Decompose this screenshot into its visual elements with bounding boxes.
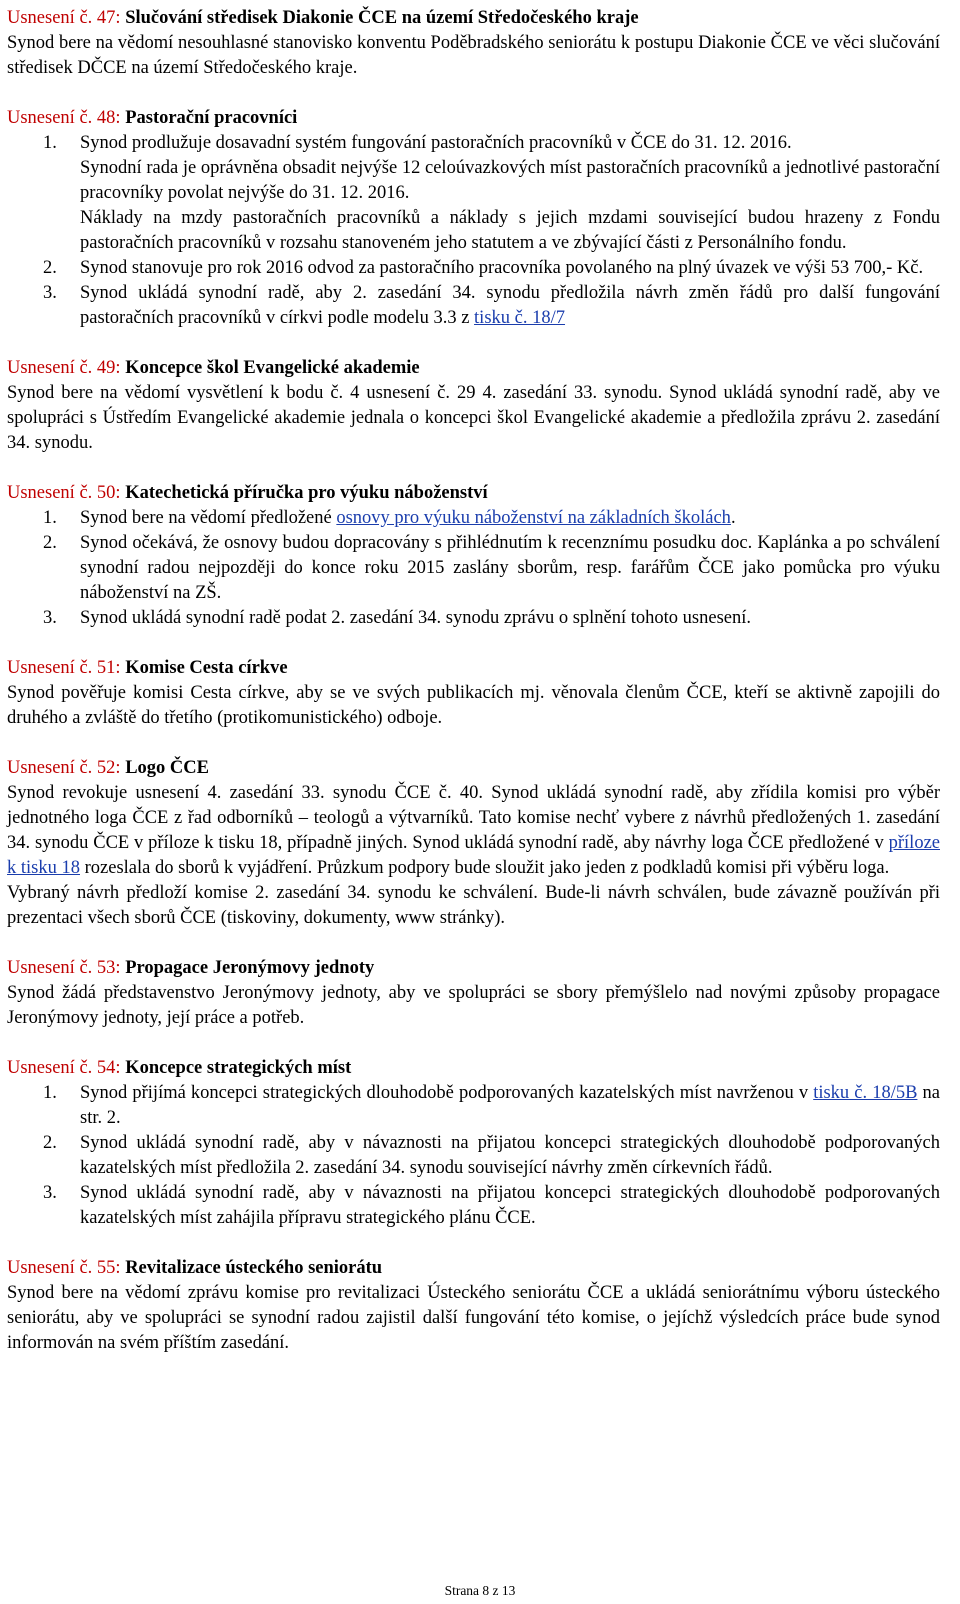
resolution-48 bbox=[7, 106, 940, 331]
resolution-text: Synod bere na vědomí zprávu komise pro revitalizaci Ústeckého seniorátu ČCE a ukládá seniorátnímu výboru ústeckého seniorátu, aby ve spolupráci se synodní radou zajistil další fungování této komise, o jejíchž výsledcích práce bude synod informován na svém příštím zasedání. bbox=[7, 1283, 940, 1353]
resolution-heading bbox=[7, 356, 940, 381]
item-text: Synod ukládá synodní radě podat 2. zasedání 34. synodu zprávu o splnění tohoto usnesení. bbox=[80, 608, 752, 628]
item-text: Synod ukládá synodní radě, aby v návaznosti na přijatou koncepci strategických dlouhodobě podporovaných kazatelských míst zahájila přípravu strategického plánu ČCE. bbox=[80, 1183, 940, 1228]
item-text: Synod ukládá synodní radě, aby v návaznosti na přijatou koncepci strategických dlouhodobě podporovaných kazatelských míst předložila 2. zasedání 34. synodu související návrhy změn církevních řádů. bbox=[80, 1133, 940, 1178]
item-number: 3. bbox=[43, 283, 57, 303]
document-link-tisk-18-7[interactable]: tisku č. 18/7 bbox=[474, 308, 566, 328]
resolution-54 bbox=[7, 1056, 940, 1231]
resolution-heading bbox=[7, 1256, 940, 1281]
resolution-53 bbox=[7, 956, 940, 1031]
resolution-title: Komise Cesta církve bbox=[125, 658, 288, 678]
document-link-osnovy[interactable]: osnovy pro výuku náboženství na základních školách bbox=[336, 508, 731, 528]
resolution-item bbox=[7, 506, 940, 531]
resolution-heading bbox=[7, 481, 940, 506]
resolution-items bbox=[7, 1081, 940, 1231]
item-text: Náklady na mzdy pastoračních pracovníků a náklady s jejich mzdami související budou hrazeny z Fondu pastoračních pracovníků v rozsahu stanoveném jeho statutem a ve zbývající části z Personálního fondu. bbox=[80, 208, 940, 253]
resolution-number: Usnesení č. 51: bbox=[7, 658, 121, 678]
resolution-title: Koncepce škol Evangelické akademie bbox=[125, 358, 420, 378]
item-text-before: Synod bere na vědomí předložené bbox=[80, 508, 337, 528]
item-text-before: Synod přijímá koncepci strategických dlouhodobě podporovaných kazatelských míst navrženou v bbox=[80, 1083, 814, 1103]
resolution-text: Synod žádá představenstvo Jeronýmovy jednoty, aby ve spolupráci se sbory přemýšlelo nad novými způsoby propagace Jeronýmovy jednoty, její práce a potřeb. bbox=[7, 983, 940, 1028]
item-number: 2. bbox=[43, 1133, 57, 1153]
resolution-number: Usnesení č. 55: bbox=[7, 1258, 121, 1278]
resolution-49 bbox=[7, 356, 940, 456]
resolution-title: Pastorační pracovníci bbox=[125, 108, 298, 128]
resolution-number: Usnesení č. 47: bbox=[7, 8, 121, 28]
resolution-item bbox=[7, 606, 940, 631]
resolution-title: Koncepce strategických míst bbox=[125, 1058, 352, 1078]
resolution-51 bbox=[7, 656, 940, 731]
item-text: Synod očekává, že osnovy budou dopracovány s přihlédnutím k recenznímu posudku doc. Kaplánka a po schválení synodní radou nejpozději do konce roku 2015 zaslány sborům, resp. farářům ČCE jako pomůcka pro výuku náboženství na ZŠ. bbox=[80, 533, 940, 603]
resolution-item bbox=[7, 1081, 940, 1131]
resolution-title: Slučování středisek Diakonie ČCE na území Středočeského kraje bbox=[125, 8, 639, 28]
item-text-before: Synod ukládá synodní radě, aby 2. zasedání 34. synodu předložila návrh změn řádů pro další fungování pastoračních pracovníků v církvi podle modelu 3.3 z bbox=[80, 283, 940, 328]
resolution-item bbox=[7, 531, 940, 606]
resolution-title: Katechetická příručka pro výuku náboženství bbox=[125, 483, 488, 503]
resolution-47 bbox=[7, 6, 940, 81]
resolution-item bbox=[7, 1181, 940, 1231]
item-text: Synod prodlužuje dosavadní systém fungování pastoračních pracovníků v ČCE do 31. 12. 2016. bbox=[80, 133, 792, 153]
resolution-number: Usnesení č. 53: bbox=[7, 958, 121, 978]
resolution-number: Usnesení č. 50: bbox=[7, 483, 121, 503]
item-number: 1. bbox=[43, 1083, 57, 1103]
resolution-number: Usnesení č. 48: bbox=[7, 108, 121, 128]
resolution-52 bbox=[7, 756, 940, 931]
resolution-heading bbox=[7, 1056, 940, 1081]
resolution-text: Synod bere na vědomí vysvětlení k bodu č. 4 usnesení č. 29 4. zasedání 33. synodu. Synod ukládá synodní radě, aby ve spolupráci s Ústředím Evangelické akademie jednala o koncepci škol Evangelické akademie a předložila zprávu 2. zasedání 34. synodu. bbox=[7, 383, 940, 453]
resolution-heading bbox=[7, 6, 940, 31]
resolution-item bbox=[7, 256, 940, 281]
item-text bbox=[80, 1081, 940, 1131]
resolution-number: Usnesení č. 49: bbox=[7, 358, 121, 378]
item-text: Synodní rada je oprávněna obsadit nejvýše 12 celoúvazkových míst pastoračních pracovníků a jednotlivé pastorační pracovníky povolat nejvýše do 31. 12. 2016. bbox=[80, 158, 940, 203]
resolution-number: Usnesení č. 52: bbox=[7, 758, 121, 778]
item-text-after: . bbox=[730, 508, 736, 528]
item-number: 3. bbox=[43, 608, 57, 628]
resolution-item bbox=[7, 281, 940, 331]
resolution-items bbox=[7, 131, 940, 331]
item-number: 2. bbox=[43, 258, 57, 278]
item-text: Synod stanovuje pro rok 2016 odvod za pastoračního pracovníka povolaného na plný úvazek ve výši 53 700,- Kč. bbox=[80, 258, 924, 278]
resolution-50 bbox=[7, 481, 940, 631]
resolution-heading bbox=[7, 106, 940, 131]
page-footer bbox=[0, 1583, 960, 1599]
item-number: 1. bbox=[43, 508, 57, 528]
item-text-after: na str. 2. bbox=[80, 1083, 940, 1128]
resolution-number: Usnesení č. 54: bbox=[7, 1058, 121, 1078]
resolution-title: Revitalizace ústeckého seniorátu bbox=[125, 1258, 383, 1278]
resolution-text: Synod pověřuje komisi Cesta církve, aby se ve svých publikacích mj. věnovala členům ČCE, kteří se aktivně zapojili do druhého a zvláště do třetího (protikomunistického) odboje. bbox=[7, 683, 940, 728]
item-number: 2. bbox=[43, 533, 57, 553]
page-number: Strana 8 z 13 bbox=[444, 1583, 516, 1598]
resolution-text: Synod bere na vědomí nesouhlasné stanovisko konventu Poděbradského seniorátu k postupu Diakonie ČCE ve věci slučování středisek DČCE na území Středočeského kraje. bbox=[7, 33, 940, 78]
resolution-text bbox=[7, 781, 940, 881]
document-link-priloha-tisk-18[interactable]: příloze k tisku 18 bbox=[7, 833, 940, 878]
item-number: 1. bbox=[43, 133, 57, 153]
resolution-title: Logo ČCE bbox=[125, 758, 209, 778]
item-number: 3. bbox=[43, 1183, 57, 1203]
resolution-heading bbox=[7, 756, 940, 781]
resolution-text: Vybraný návrh předloží komise 2. zasedání 34. synodu ke schválení. Bude-li návrh schválen, bude závazně používán při prezentaci všech sborů ČCE (tiskoviny, dokumenty, www stránky). bbox=[7, 883, 940, 928]
resolution-heading bbox=[7, 656, 940, 681]
resolution-items bbox=[7, 506, 940, 631]
resolution-item bbox=[7, 1131, 940, 1181]
document-page bbox=[7, 6, 940, 1381]
resolution-item bbox=[7, 131, 940, 256]
resolution-heading bbox=[7, 956, 940, 981]
resolution-55 bbox=[7, 1256, 940, 1356]
resolution-title: Propagace Jeronýmovy jednoty bbox=[125, 958, 375, 978]
item-text bbox=[80, 281, 940, 331]
document-link-tisk-18-5b[interactable]: tisku č. 18/5B bbox=[813, 1083, 918, 1103]
text-before: Synod revokuje usnesení 4. zasedání 33. synodu ČCE č. 40. Synod ukládá synodní radě, aby zřídila komisi pro výběr jednotného loga ČCE z řad odborníků – teologů a výtvarníků. Tato komise nechť vybere z návrhů předložených 1. zasedání 34. synodu ČCE v příloze k tisku 18, případně jiných. Synod ukládá synodní radě, aby návrhy loga ČCE předložené v bbox=[7, 783, 940, 853]
item-text bbox=[80, 506, 940, 531]
text-after: rozeslala do sborů k vyjádření. Průzkum podpory bude sloužit jako jeden z podkladů komisi při výběru loga. bbox=[79, 858, 890, 878]
